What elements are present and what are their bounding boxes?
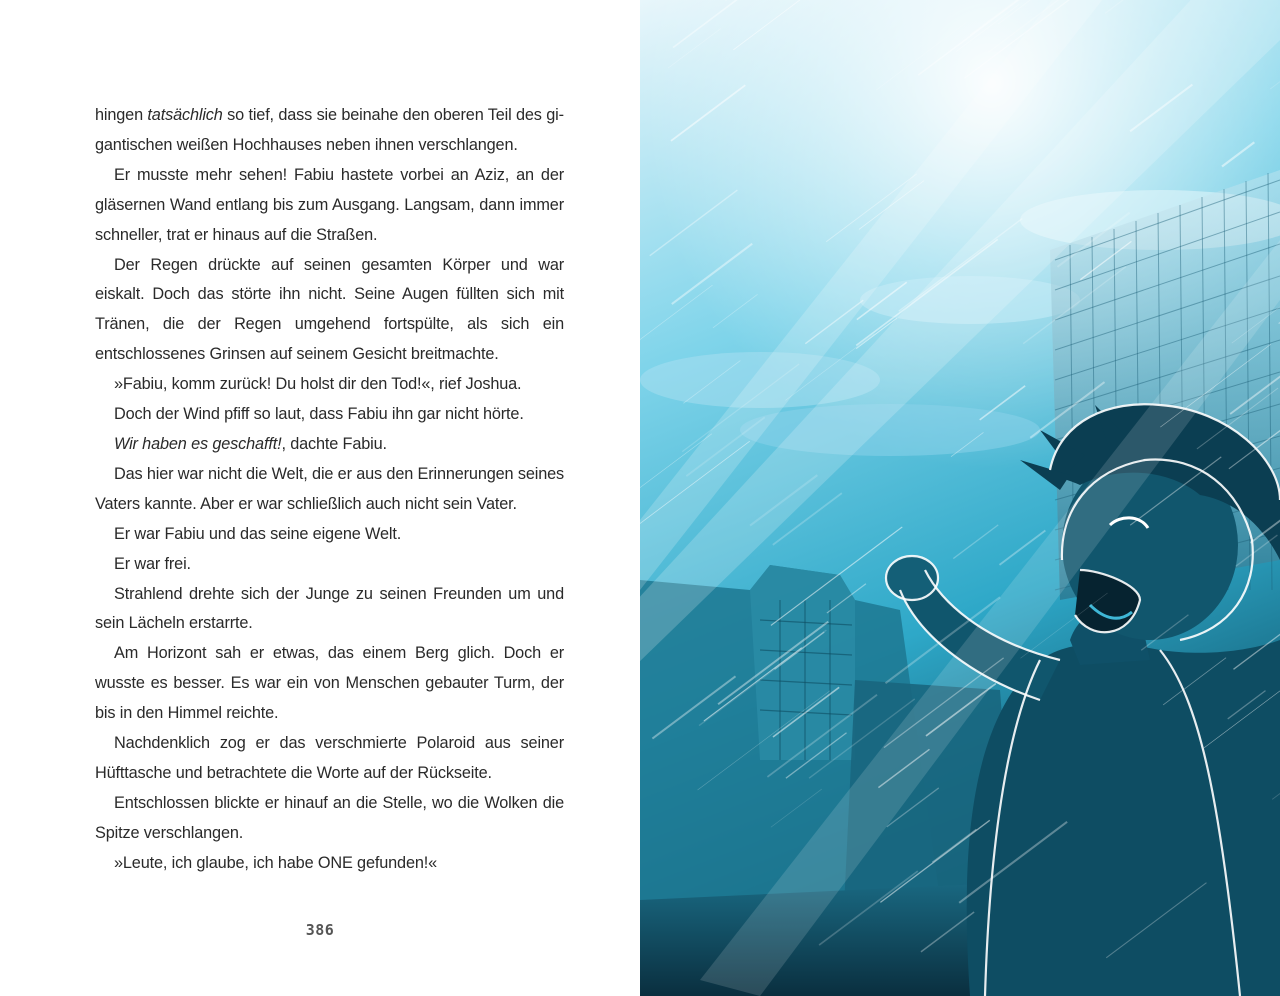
text-segment: Doch der Wind pfiff so laut, dass Fabiu ihn gar nicht hörte.	[114, 405, 524, 424]
paragraph	[95, 520, 564, 550]
body-text	[95, 101, 564, 879]
illustration	[640, 0, 1280, 996]
paragraph	[95, 550, 564, 580]
text-segment: Der Regen drückte auf seinen gesamten Körper und war eiskalt. Doch das störte ihn nicht. Seine Augen füllten sich mit Tränen, die der Regen umgehend fortspülte, als sich ein entschlossenes Grinsen auf seinem Gesicht breitmachte.	[95, 255, 564, 364]
text-segment: Strahlend drehte sich der Junge zu seinen Freunden um und sein Lächeln erstarrte.	[95, 584, 564, 633]
illustration-page	[640, 0, 1280, 996]
text-segment: hingen	[95, 106, 148, 124]
text-segment: so tief, dass sie beinahe den oberen Teil des gigantischen weißen Hochhauses neben ihnen verschlangen.	[95, 106, 564, 154]
paragraph	[95, 639, 564, 729]
text-segment: »Leute, ich glaube, ich habe ONE gefunden!«	[114, 853, 438, 872]
paragraph	[95, 729, 564, 789]
text-segment: Er war frei.	[114, 554, 191, 573]
text-segment: Am Horizont sah er etwas, das einem Berg glich. Doch er wusste es besser. Es war ein von Menschen gebauter Turm, der bis in den Himmel reichte.	[95, 644, 564, 723]
paragraph	[95, 370, 564, 400]
text-segment: , dachte Fabiu.	[281, 434, 387, 453]
text-segment: Entschlossen blickte er hinauf an die Stelle, wo die Wolken die Spitze verschlangen.	[95, 793, 564, 842]
paragraph	[95, 251, 564, 371]
paragraph	[95, 430, 564, 460]
text-segment: »Fabiu, komm zurück! Du holst dir den Tod!«, rief Joshua.	[114, 375, 522, 394]
paragraph	[95, 161, 564, 251]
italic-text: Wir haben es geschafft!	[114, 434, 282, 453]
page-number: 386	[305, 921, 335, 939]
text-segment: Das hier war nicht die Welt, die er aus den Erinnerungen seines Vaters kannte. Aber er war schließlich auch nicht sein Vater.	[95, 464, 564, 513]
italic-text: tatsächlich	[147, 106, 223, 124]
paragraph	[95, 460, 564, 520]
paragraph	[95, 789, 564, 849]
paragraph	[95, 101, 564, 161]
text-segment: Nachdenklich zog er das verschmierte Polaroid aus seiner Hüfttasche und betrachtete die Worte auf der Rückseite.	[95, 734, 564, 782]
text-segment: Er war Fabiu und das seine eigene Welt.	[114, 524, 402, 543]
paragraph	[95, 849, 564, 879]
text-segment: Er musste mehr sehen! Fabiu hastete vorbei an Aziz, an der gläsernen Wand entlang bis zum Ausgang. Langsam, dann immer schneller, trat er hinaus auf die Straßen.	[95, 165, 564, 244]
paragraph	[95, 580, 564, 640]
paragraph	[95, 400, 564, 430]
